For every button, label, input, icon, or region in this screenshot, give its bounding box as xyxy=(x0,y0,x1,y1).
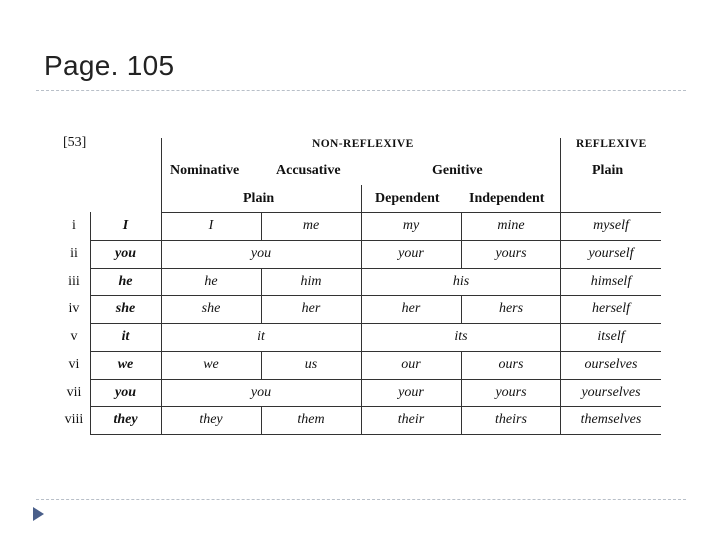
dependent-cell: your xyxy=(398,245,424,261)
reflexive-cell: themselves xyxy=(580,412,642,428)
cell-divider xyxy=(461,240,462,268)
row-number: vii xyxy=(66,384,82,400)
nominative-cell: she xyxy=(201,301,221,317)
row-number: vi xyxy=(68,356,80,372)
cell-divider xyxy=(361,323,362,351)
row-divider xyxy=(90,406,661,407)
header-independent: Independent xyxy=(469,191,545,206)
cell-divider xyxy=(261,406,262,434)
row-key: it xyxy=(121,329,130,344)
dependent-cell: my xyxy=(402,218,420,233)
cell-divider xyxy=(361,379,362,407)
cell-divider xyxy=(261,351,262,379)
row-key: you xyxy=(115,384,136,400)
independent-cell: ours xyxy=(498,356,524,372)
reflexive-cell: yourselves xyxy=(581,384,641,400)
table-left-border xyxy=(90,212,91,434)
header-non-reflexive: NON-REFLEXIVE xyxy=(312,138,414,150)
header-divider-right xyxy=(560,138,561,434)
cell-divider xyxy=(361,212,362,240)
independent-cell: mine xyxy=(497,218,525,233)
accusative-cell: us xyxy=(304,356,318,372)
header-dependent: Dependent xyxy=(375,191,440,206)
independent-cell: hers xyxy=(498,301,524,317)
nominative-cell: we xyxy=(203,356,219,372)
genitive-merged-cell: its xyxy=(454,329,468,344)
accusative-cell: her xyxy=(301,301,321,317)
row-number: viii xyxy=(64,412,84,428)
reflexive-cell: herself xyxy=(591,301,631,317)
dependent-cell: their xyxy=(397,412,425,428)
plain-merged-cell: it xyxy=(257,329,265,344)
dependent-cell: your xyxy=(398,384,424,400)
nominative-cell: they xyxy=(199,412,223,428)
genitive-merged-cell: his xyxy=(452,273,470,289)
row-number: i xyxy=(72,218,76,233)
cell-divider xyxy=(261,212,262,240)
row-divider xyxy=(90,268,661,269)
reflexive-cell: ourselves xyxy=(584,356,638,372)
independent-cell: theirs xyxy=(495,412,527,428)
dependent-cell: her xyxy=(401,301,421,317)
reflexive-cell: itself xyxy=(597,329,625,344)
header-plain: Plain xyxy=(243,191,275,206)
row-divider xyxy=(90,240,661,241)
row-number: iii xyxy=(68,273,80,289)
row-key: we xyxy=(117,356,134,372)
accusative-cell: me xyxy=(302,218,320,233)
row-key: I xyxy=(122,218,129,233)
pronoun-table xyxy=(60,130,660,440)
row-divider xyxy=(90,295,661,296)
cell-divider xyxy=(461,351,462,379)
row-number: v xyxy=(70,329,78,344)
cell-divider xyxy=(361,295,362,323)
cell-divider xyxy=(361,406,362,434)
reflexive-cell: myself xyxy=(593,218,629,233)
top-divider xyxy=(36,90,686,91)
row-divider xyxy=(90,379,661,380)
cell-divider xyxy=(261,268,262,296)
row-key: she xyxy=(115,301,136,317)
cell-divider xyxy=(461,212,462,240)
independent-cell: yours xyxy=(495,245,527,261)
row-divider xyxy=(90,323,661,324)
header-nominative: Nominative xyxy=(170,163,240,178)
table-bottom-rule xyxy=(90,434,661,435)
dependent-cell: our xyxy=(401,356,421,372)
genitive-left-divider xyxy=(361,185,362,212)
header-reflexive: REFLEXIVE xyxy=(576,138,647,150)
header-reflexive-plain: Plain xyxy=(592,163,624,178)
row-key: they xyxy=(113,412,138,428)
cell-divider xyxy=(361,268,362,296)
slide-title: Page. 105 xyxy=(44,50,175,81)
header-genitive: Genitive xyxy=(432,163,483,178)
plain-merged-cell: you xyxy=(250,245,272,261)
cell-divider xyxy=(361,351,362,379)
nominative-cell: he xyxy=(204,273,218,289)
header-bottom-rule xyxy=(161,212,661,213)
accusative-cell: them xyxy=(297,412,325,428)
row-number: iv xyxy=(68,301,80,317)
cell-divider xyxy=(461,295,462,323)
bottom-divider xyxy=(36,499,686,500)
cell-divider xyxy=(361,240,362,268)
accusative-cell: him xyxy=(300,273,322,289)
header-accusative: Accusative xyxy=(276,163,341,178)
row-key: he xyxy=(118,273,133,289)
row-key: you xyxy=(115,245,136,261)
cell-divider xyxy=(261,295,262,323)
row-divider xyxy=(90,351,661,352)
cell-divider xyxy=(461,379,462,407)
table-label: [53] xyxy=(63,135,87,150)
header-divider-left xyxy=(161,138,162,434)
independent-cell: yours xyxy=(495,384,527,400)
reflexive-cell: himself xyxy=(590,273,632,289)
row-number: ii xyxy=(70,245,78,261)
plain-merged-cell: you xyxy=(250,384,272,400)
nominative-cell: I xyxy=(208,218,214,233)
reflexive-cell: yourself xyxy=(588,245,634,261)
cell-divider xyxy=(461,406,462,434)
next-slide-arrow-icon[interactable] xyxy=(33,507,44,521)
